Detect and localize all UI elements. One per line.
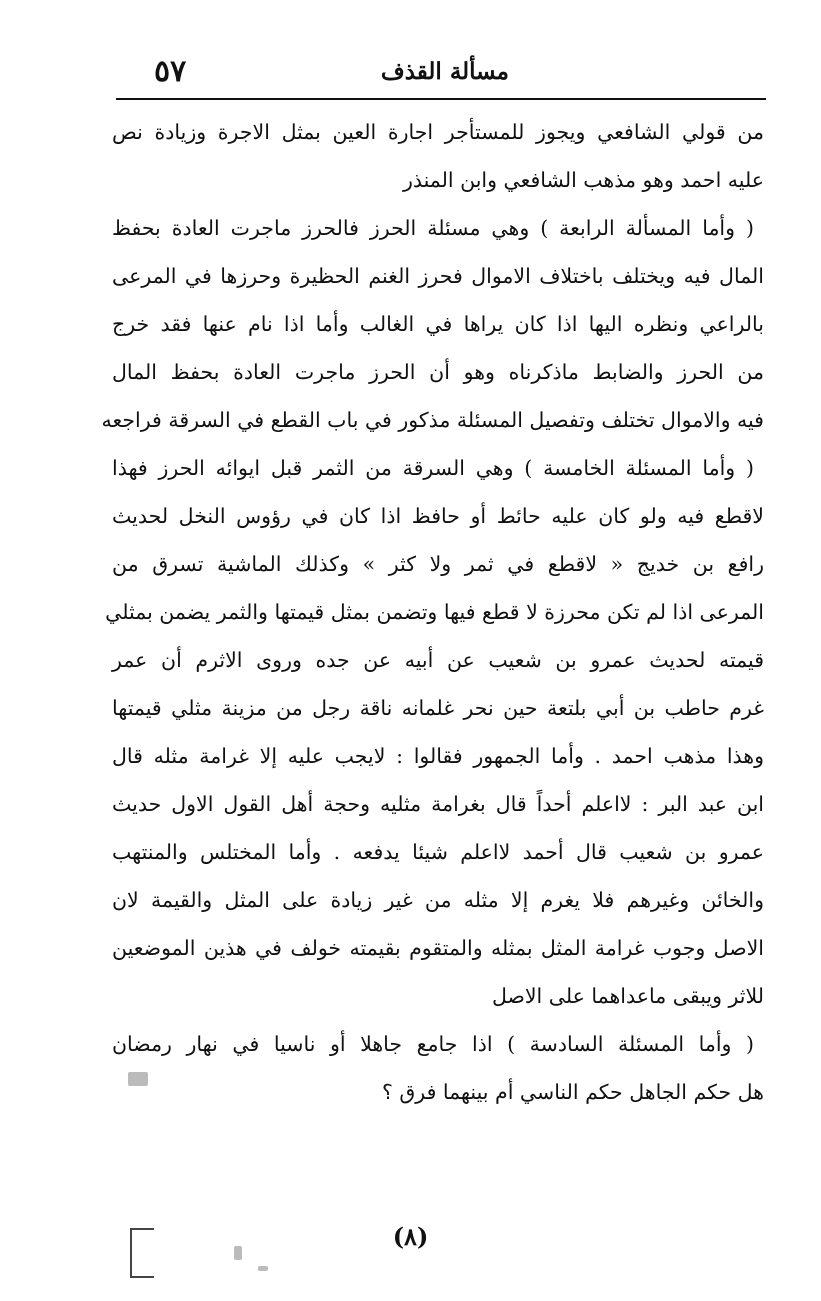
scan-speck [258,1266,268,1271]
text-line: ( وأما المسألة الرابعة ) وهي مسئلة الحرز فالحرز ماجرت العادة بحفظ [112,216,754,240]
text-line: لاقطع فيه ولو كان عليه حائط أو حافظ اذا كان في رؤوس النخل لحديث [112,504,764,528]
text-line: هل حكم الجاهل حكم الناسي أم بينهما فرق ؟ [381,1080,764,1104]
text-line: قيمته لحديث عمرو بن شعيب عن أبيه عن جده وروى الاثرم أن عمر [112,648,764,672]
text-line: من قولي الشافعي ويجوز للمستأجر اجارة العين بمثل الاجرة وزيادة نص [112,120,764,144]
running-title: مسألة القذف [380,58,509,85]
text-line: ( وأما المسئلة الخامسة ) وهي السرقة من الثمر قبل ايوائه الحرز فهذا [112,456,754,480]
text-line: من الحرز والضابط ماذكرناه وهو أن الحرز ماجرت العادة بحفظ المال [112,360,764,384]
text-line: فيه والاموال تختلف وتفصيل المسئلة مذكور في باب القطع في السرقة فراجعه [101,408,764,432]
header-divider [116,98,766,100]
text-line: رافع بن خديج « لاقطع في ثمر ولا كثر » وكذلك الماشية تسرق من [112,552,764,576]
text-line: الاصل وجوب غرامة المثل بمثله والمتقوم بقيمته خولف في هذين الموضعين [112,936,764,960]
text-line: عليه احمد وهو مذهب الشافعي وابن المنذر [402,168,764,192]
text-line: غرم حاطب بن أبي بلتعة حين نحر غلمانه ناقة رجل من مزينة مثلي قيمتها [112,696,764,720]
scan-speck [234,1246,242,1260]
text-line: ابن عبد البر : لااعلم أحداً قال بغرامة مثليه وحجة أهل القول الاول حديث [112,792,764,816]
page-header [116,52,764,96]
body-text [101,108,764,1116]
text-line: المرعى اذا لم تكن محرزة لا قطع فيها وتضمن بمثل قيمتها والثمر يضمن بمثلي [105,600,764,624]
scan-speck [128,1072,148,1086]
text-line: ( وأما المسئلة السادسة ) اذا جامع جاهلا أو ناسيا في نهار رمضان [112,1032,754,1056]
page-number: ٥٧ [154,54,187,89]
signature-mark: (٨) [392,1222,429,1251]
text-line: عمرو بن شعيب قال أحمد لااعلم شيئا يدفعه . وأما المختلس والمنتهب [112,840,764,864]
text-line: والخائن وغيرهم فلا يغرم إلا مثله من غير زيادة على المثل والقيمة لان [112,888,764,912]
scan-artifact-bracket [130,1228,154,1278]
text-line: وهذا مذهب احمد . وأما الجمهور فقالوا : لايجب عليه إلا غرامة مثله قال [112,744,764,768]
text-line: للاثر ويبقى ماعداهما على الاصل [491,984,764,1008]
text-line: المال فيه ويختلف باختلاف الاموال فحرز الغنم الحظيرة وحرزها في المرعى [112,264,764,288]
text-line: بالراعي ونظره اليها اذا كان يراها في الغالب وأما اذا نام عنها فقد خرج [112,312,764,336]
